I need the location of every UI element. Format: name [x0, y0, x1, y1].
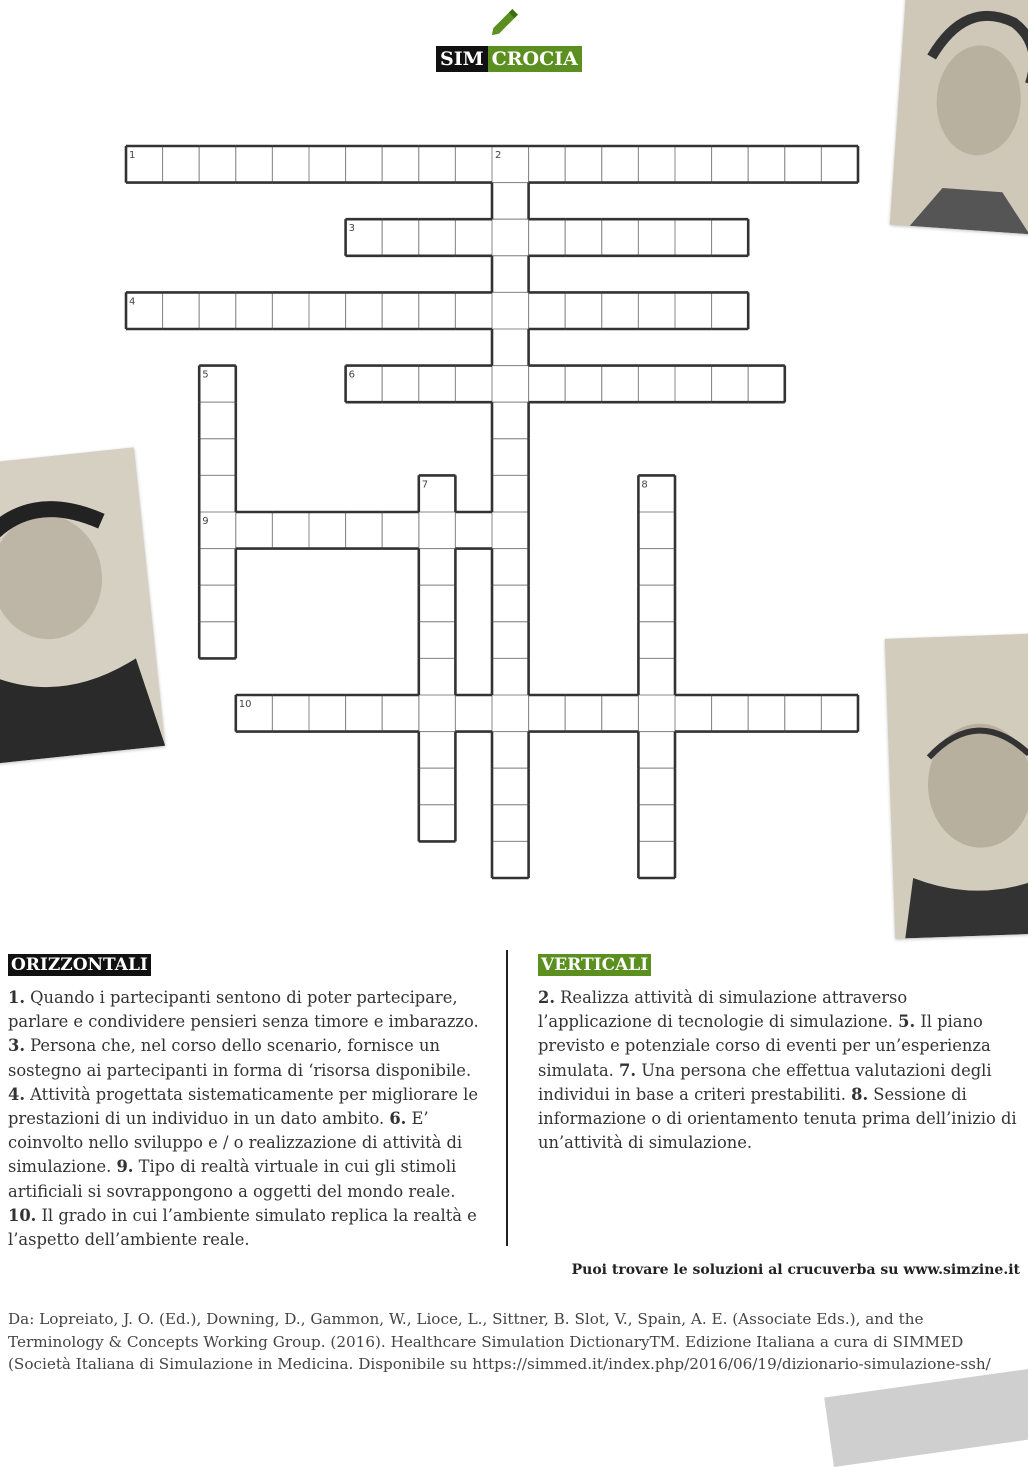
clue-text: E’ coinvolto nello sviluppo e / o realizzazione di attività di simulazione. [8, 1109, 463, 1177]
crossword-cell[interactable] [602, 146, 639, 183]
crossword-cell[interactable] [382, 219, 419, 256]
crossword-cell[interactable] [529, 146, 566, 183]
crossword-cell[interactable] [419, 585, 456, 622]
clue-number-label: 9 [202, 516, 209, 527]
down-clues [538, 986, 1020, 1155]
crossword-cell[interactable] [821, 146, 858, 183]
crossword-cell[interactable] [748, 366, 785, 403]
clue-number-label: 3 [348, 223, 355, 235]
clue-text: Una persona che effettua valutazioni degli individui in base a criteri prestabiliti. [538, 1060, 992, 1104]
crossword-cell[interactable] [602, 292, 639, 329]
clue-number: 8. [851, 1084, 869, 1104]
crossword-cell[interactable] [785, 695, 822, 732]
crossword-cell[interactable] [492, 329, 529, 366]
crossword-cell[interactable] [675, 292, 712, 329]
crossword-cell[interactable] [272, 146, 309, 183]
crossword-cell[interactable] [638, 512, 675, 549]
crossword-cell[interactable] [346, 512, 383, 549]
crossword-cell[interactable] [638, 622, 675, 659]
logo-crocia: CROCIA [488, 46, 582, 72]
crossword-cell[interactable] [675, 146, 712, 183]
crossword-cell[interactable] [419, 805, 456, 842]
crossword-cell[interactable] [236, 146, 273, 183]
crossword-cell[interactable] [565, 695, 602, 732]
clue-text: Quando i partecipanti sentono di poter partecipare, parlare e condividere pensieri senza timore e imbarazzo. [8, 988, 479, 1032]
clue-number-label: 10 [238, 699, 252, 710]
crossword-cell[interactable] [492, 512, 529, 549]
crossword-cell[interactable] [419, 549, 456, 586]
crossword-cell[interactable] [382, 366, 419, 403]
crossword-cell[interactable] [419, 768, 456, 805]
crossword-cell[interactable] [712, 219, 749, 256]
crossword-cell[interactable] [492, 219, 529, 256]
crossword-cell[interactable] [638, 366, 675, 403]
clue-number: 10. [8, 1205, 37, 1225]
clue-number: 2. [538, 988, 555, 1007]
crossword-cell[interactable] [492, 366, 529, 403]
crossword-cell[interactable] [565, 146, 602, 183]
crossword-cell[interactable] [382, 292, 419, 329]
crossword-cell[interactable] [419, 146, 456, 183]
crossword-cell[interactable] [199, 402, 236, 439]
crossword-cell[interactable] [492, 658, 529, 695]
crossword-cell[interactable] [492, 292, 529, 329]
crossword-cell[interactable] [492, 439, 529, 476]
crossword-cell[interactable] [712, 146, 749, 183]
clue-number-label: 7 [421, 479, 429, 491]
clue-number-label: 8 [641, 479, 648, 491]
crossword-cell[interactable] [199, 585, 236, 622]
crossword-cell[interactable] [638, 549, 675, 586]
clue-number-label: 2 [495, 150, 502, 161]
crossword-cell[interactable] [492, 768, 529, 805]
crossword-cell[interactable] [638, 292, 675, 329]
crossword-cell[interactable] [638, 219, 675, 256]
clue-number-label: 5 [202, 369, 209, 381]
crossword-cell[interactable] [712, 292, 749, 329]
crossword-cell[interactable] [309, 512, 346, 549]
crossword-cell[interactable] [602, 366, 639, 403]
crossword-cell[interactable] [346, 292, 383, 329]
crossword-cell[interactable] [382, 695, 419, 732]
across-clues [8, 986, 488, 1252]
crossword-cell[interactable] [492, 622, 529, 659]
crossword-cell[interactable] [675, 219, 712, 256]
crossword-cell[interactable] [638, 695, 675, 732]
crossword-cell[interactable] [529, 292, 566, 329]
clue-text: Persona che, nel corso dello scenario, fornisce un sostegno ai partecipanti in forma di ‘risorsa disponibile. [8, 1036, 472, 1080]
crossword-cell[interactable] [199, 549, 236, 586]
clue-number: 1. [8, 988, 25, 1007]
crossword-cell[interactable] [529, 366, 566, 403]
clue-number: 7. [619, 1060, 637, 1080]
crossword-cell[interactable] [272, 292, 309, 329]
crossword-cell[interactable] [638, 658, 675, 695]
crossword-cell[interactable] [199, 146, 236, 183]
crossword-cell[interactable] [492, 549, 529, 586]
crossword-cell[interactable] [236, 512, 273, 549]
clue-number: 9. [116, 1157, 134, 1177]
crossword-cell[interactable] [602, 219, 639, 256]
crossword-cell[interactable] [419, 366, 456, 403]
crossword-cell[interactable] [712, 695, 749, 732]
crossword-cell[interactable] [382, 146, 419, 183]
clue-text: Tipo di realtà virtuale in cui gli stimoli artificiali si sovrappongono a oggetti del mondo reale. [8, 1157, 457, 1201]
crossword-cell[interactable] [492, 585, 529, 622]
crossword-cell[interactable] [309, 146, 346, 183]
crossword-cell[interactable] [455, 146, 492, 183]
crossword-cell[interactable] [272, 512, 309, 549]
crossword-cell[interactable] [529, 695, 566, 732]
crossword-cell[interactable] [785, 146, 822, 183]
crossword-cell[interactable] [675, 695, 712, 732]
clue-number: 3. [8, 1036, 25, 1056]
crossword-cell[interactable] [492, 732, 529, 769]
crossword-cell[interactable] [455, 695, 492, 732]
crossword-cell[interactable] [309, 695, 346, 732]
crossword-cell[interactable] [455, 219, 492, 256]
crossword-cell[interactable] [419, 219, 456, 256]
clue-text: Il piano previsto e potenziale corso di eventi per un’esperienza simulata. [538, 1012, 991, 1080]
across-heading: ORIZZONTALI [8, 954, 151, 976]
clue-number-label: 6 [348, 369, 355, 381]
crossword-cell[interactable] [199, 439, 236, 476]
crossword-cell[interactable] [419, 732, 456, 769]
crossword-cell[interactable] [199, 292, 236, 329]
crossword-cell[interactable] [638, 805, 675, 842]
clue-number: 6. [389, 1109, 407, 1129]
source-citation: Da: Lopreiato, J. O. (Ed.), Downing, D., Gammon, W., Lioce, L., Sittner, B. Slot, V., Spain, A. E. (Associate Eds.), and the Terminology & Concepts Working Group. (2016). Healthcare Simulation DictionaryTM. Edizione Italiana a cura di SIMMED (Società Italiana di Simulazione in Medicina. Disponibile su https://simmed.it/index.php/2016/06/19/dizionario-simulazione-ssh/ [8, 1310, 991, 1373]
crossword-cell[interactable] [638, 768, 675, 805]
crossword-cell[interactable] [455, 292, 492, 329]
crossword-cell[interactable] [602, 695, 639, 732]
crossword-cell[interactable] [748, 146, 785, 183]
crossword-cell[interactable] [419, 292, 456, 329]
clue-number: 4. [8, 1084, 25, 1104]
crossword-cell[interactable] [638, 732, 675, 769]
crossword-cell[interactable] [346, 146, 383, 183]
crossword-cell[interactable] [529, 219, 566, 256]
crossword-cell[interactable] [748, 695, 785, 732]
crossword-cell[interactable] [163, 146, 200, 183]
clue-text: Realizza attività di simulazione attraverso l’applicazione di tecnologie di simulazione. [538, 988, 908, 1032]
crossword-cell[interactable] [638, 841, 675, 878]
crossword-cell[interactable] [199, 475, 236, 512]
crossword-cell[interactable] [419, 512, 456, 549]
clue-number: 5. [898, 1012, 916, 1032]
crossword-cell[interactable] [565, 366, 602, 403]
crossword-cell[interactable] [675, 366, 712, 403]
clue-text: Attività progettata sistematicamente per migliorare le prestazioni di un individuo in un dato ambito. [8, 1084, 479, 1129]
crossword-cell[interactable] [492, 256, 529, 293]
clue-number-label: 4 [129, 296, 136, 308]
crossword-cell[interactable] [419, 695, 456, 732]
crossword-cell[interactable] [419, 622, 456, 659]
crossword-cell[interactable] [455, 512, 492, 549]
crossword-cell[interactable] [565, 292, 602, 329]
crossword-cell[interactable] [346, 695, 383, 732]
crossword-cell[interactable] [712, 366, 749, 403]
crossword-cell[interactable] [565, 219, 602, 256]
crossword-cell[interactable] [492, 183, 529, 220]
crossword-cell[interactable] [272, 695, 309, 732]
column-divider [506, 950, 508, 1246]
clue-number-label: 1 [129, 150, 136, 161]
logo-sim: SIM [436, 46, 488, 72]
crossword-cell[interactable] [492, 695, 529, 732]
page-curl-shadow [824, 1367, 1028, 1467]
clue-text: Il grado in cui l’ambiente simulato replica la realtà e l’aspetto dell’ambiente reale. [8, 1205, 477, 1250]
crossword-cell[interactable] [236, 292, 273, 329]
crossword-cell[interactable] [492, 841, 529, 878]
crossword-cell[interactable] [309, 292, 346, 329]
crossword-cell[interactable] [199, 622, 236, 659]
solutions-note: Puoi trovare le soluzioni al crucuverba su www.simzine.it [571, 1262, 1020, 1278]
crossword-cell[interactable] [163, 292, 200, 329]
crossword-cell[interactable] [638, 146, 675, 183]
crossword-cell[interactable] [492, 475, 529, 512]
crossword-cell[interactable] [492, 805, 529, 842]
crossword-cell[interactable] [419, 658, 456, 695]
crossword-cell[interactable] [382, 512, 419, 549]
crossword-cell[interactable] [638, 585, 675, 622]
crossword-cell[interactable] [455, 366, 492, 403]
crossword-cell[interactable] [492, 402, 529, 439]
crossword-cell[interactable] [821, 695, 858, 732]
down-heading: VERTICALI [538, 954, 651, 976]
clue-text: Sessione di informazione o di orientamento tenuta prima dell’inizio di un’attività di simulazione. [538, 1084, 1017, 1153]
